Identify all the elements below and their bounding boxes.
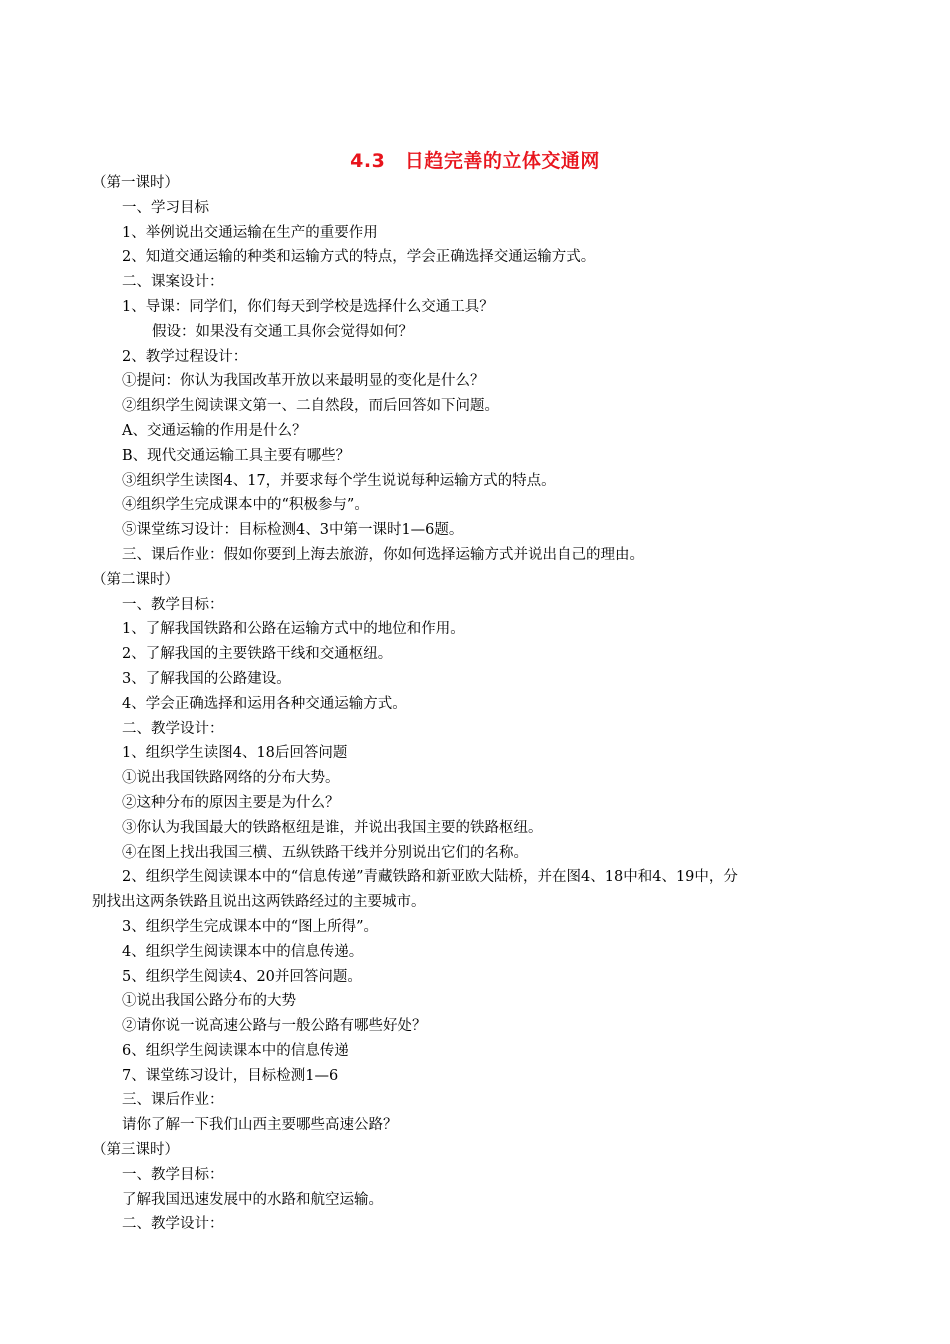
text-line: 3、了解我国的公路建设。 <box>122 670 291 687</box>
text-line: 一、学习目标 <box>122 199 209 216</box>
text-line: 4、学会正确选择和运用各种交通运输方式。 <box>122 695 407 712</box>
text-line: 4、组织学生阅读课本中的信息传递。 <box>122 943 364 960</box>
text-line: 三、课后作业：假如你要到上海去旅游，你如何选择运输方式并说出自己的理由。 <box>122 546 644 563</box>
text-line: 请你了解一下我们山西主要哪些高速公路？ <box>122 1117 398 1134</box>
text-line: ①说出我国公路分布的大势 <box>122 993 296 1010</box>
text-line: 二、教学设计： <box>122 1216 224 1233</box>
text-line: 6、组织学生阅读课本中的信息传递 <box>122 1042 349 1059</box>
text-line: ②请你说一说高速公路与一般公路有哪些好处？ <box>122 1018 427 1035</box>
text-line: 一、教学目标： <box>122 596 224 613</box>
text-line: 2、组织学生阅读课本中的“信息传递”青藏铁路和新亚欧大陆桥，并在图4、18中和4、19中，分 <box>122 869 738 886</box>
text-line: ①提问：你认为我国改革开放以来最明显的变化是什么？ <box>122 373 485 390</box>
text-line: 1、导课：同学们，你们每天到学校是选择什么交通工具？ <box>122 298 494 315</box>
text-line: 2、教学过程设计： <box>122 348 248 365</box>
text-line: 二、教学设计： <box>122 720 224 737</box>
text-line: 5、组织学生阅读4、20并回答问题。 <box>122 968 362 985</box>
text-line: 1、组织学生读图4、18后回答问题 <box>122 745 348 762</box>
page-title: 4.3 日趋完善的立体交通网 <box>350 150 600 172</box>
text-line: ①说出我国铁路网络的分布大势。 <box>122 770 340 787</box>
text-line: （第二课时） <box>92 571 179 588</box>
text-line: （第一课时） <box>92 175 179 191</box>
text-line: 7、课堂练习设计，目标检测1—6 <box>122 1067 339 1084</box>
text-line: 了解我国迅速发展中的水路和航空运输。 <box>122 1191 383 1208</box>
text-line: 2、知道交通运输的种类和运输方式的特点，学会正确选择交通运输方式。 <box>122 249 596 266</box>
text-line: ④在图上找出我国三横、五纵铁路干线并分别说出它们的名称。 <box>122 844 528 861</box>
text-line: ③组织学生读图4、17，并要求每个学生说说每种运输方式的特点。 <box>122 472 556 489</box>
text-line: B、现代交通运输工具主要有哪些？ <box>122 447 351 464</box>
text-line: ②这种分布的原因主要是为什么？ <box>122 794 340 811</box>
text-line: 2、了解我国的主要铁路干线和交通枢纽。 <box>122 646 393 663</box>
text-line: 假设：如果没有交通工具你会觉得如何？ <box>152 323 413 340</box>
text-line: 1、举例说出交通运输在生产的重要作用 <box>122 224 378 241</box>
text-line: 别找出这两条铁路且说出这两铁路经过的主要城市。 <box>92 894 426 911</box>
text-line: ⑤课堂练习设计：目标检测4、3中第一课时1—6题。 <box>122 522 464 539</box>
text-line: （第三课时） <box>92 1142 179 1159</box>
text-line: 1、了解我国铁路和公路在运输方式中的地位和作用。 <box>122 621 465 638</box>
text-line: ③你认为我国最大的铁路枢纽是谁，并说出我国主要的铁路枢纽。 <box>122 819 543 836</box>
text-line: 3、组织学生完成课本中的“图上所得”。 <box>122 918 379 935</box>
text-line: 二、课案设计： <box>122 274 224 291</box>
text-line: A、交通运输的作用是什么？ <box>122 422 307 439</box>
text-line: ②组织学生阅读课文第一、二自然段，而后回答如下问题。 <box>122 398 499 415</box>
text-line: 三、课后作业： <box>122 1092 224 1109</box>
document-body <box>92 171 862 1237</box>
text-line: 一、教学目标： <box>122 1166 224 1183</box>
text-line: ④组织学生完成课本中的“积极参与”。 <box>122 497 369 514</box>
